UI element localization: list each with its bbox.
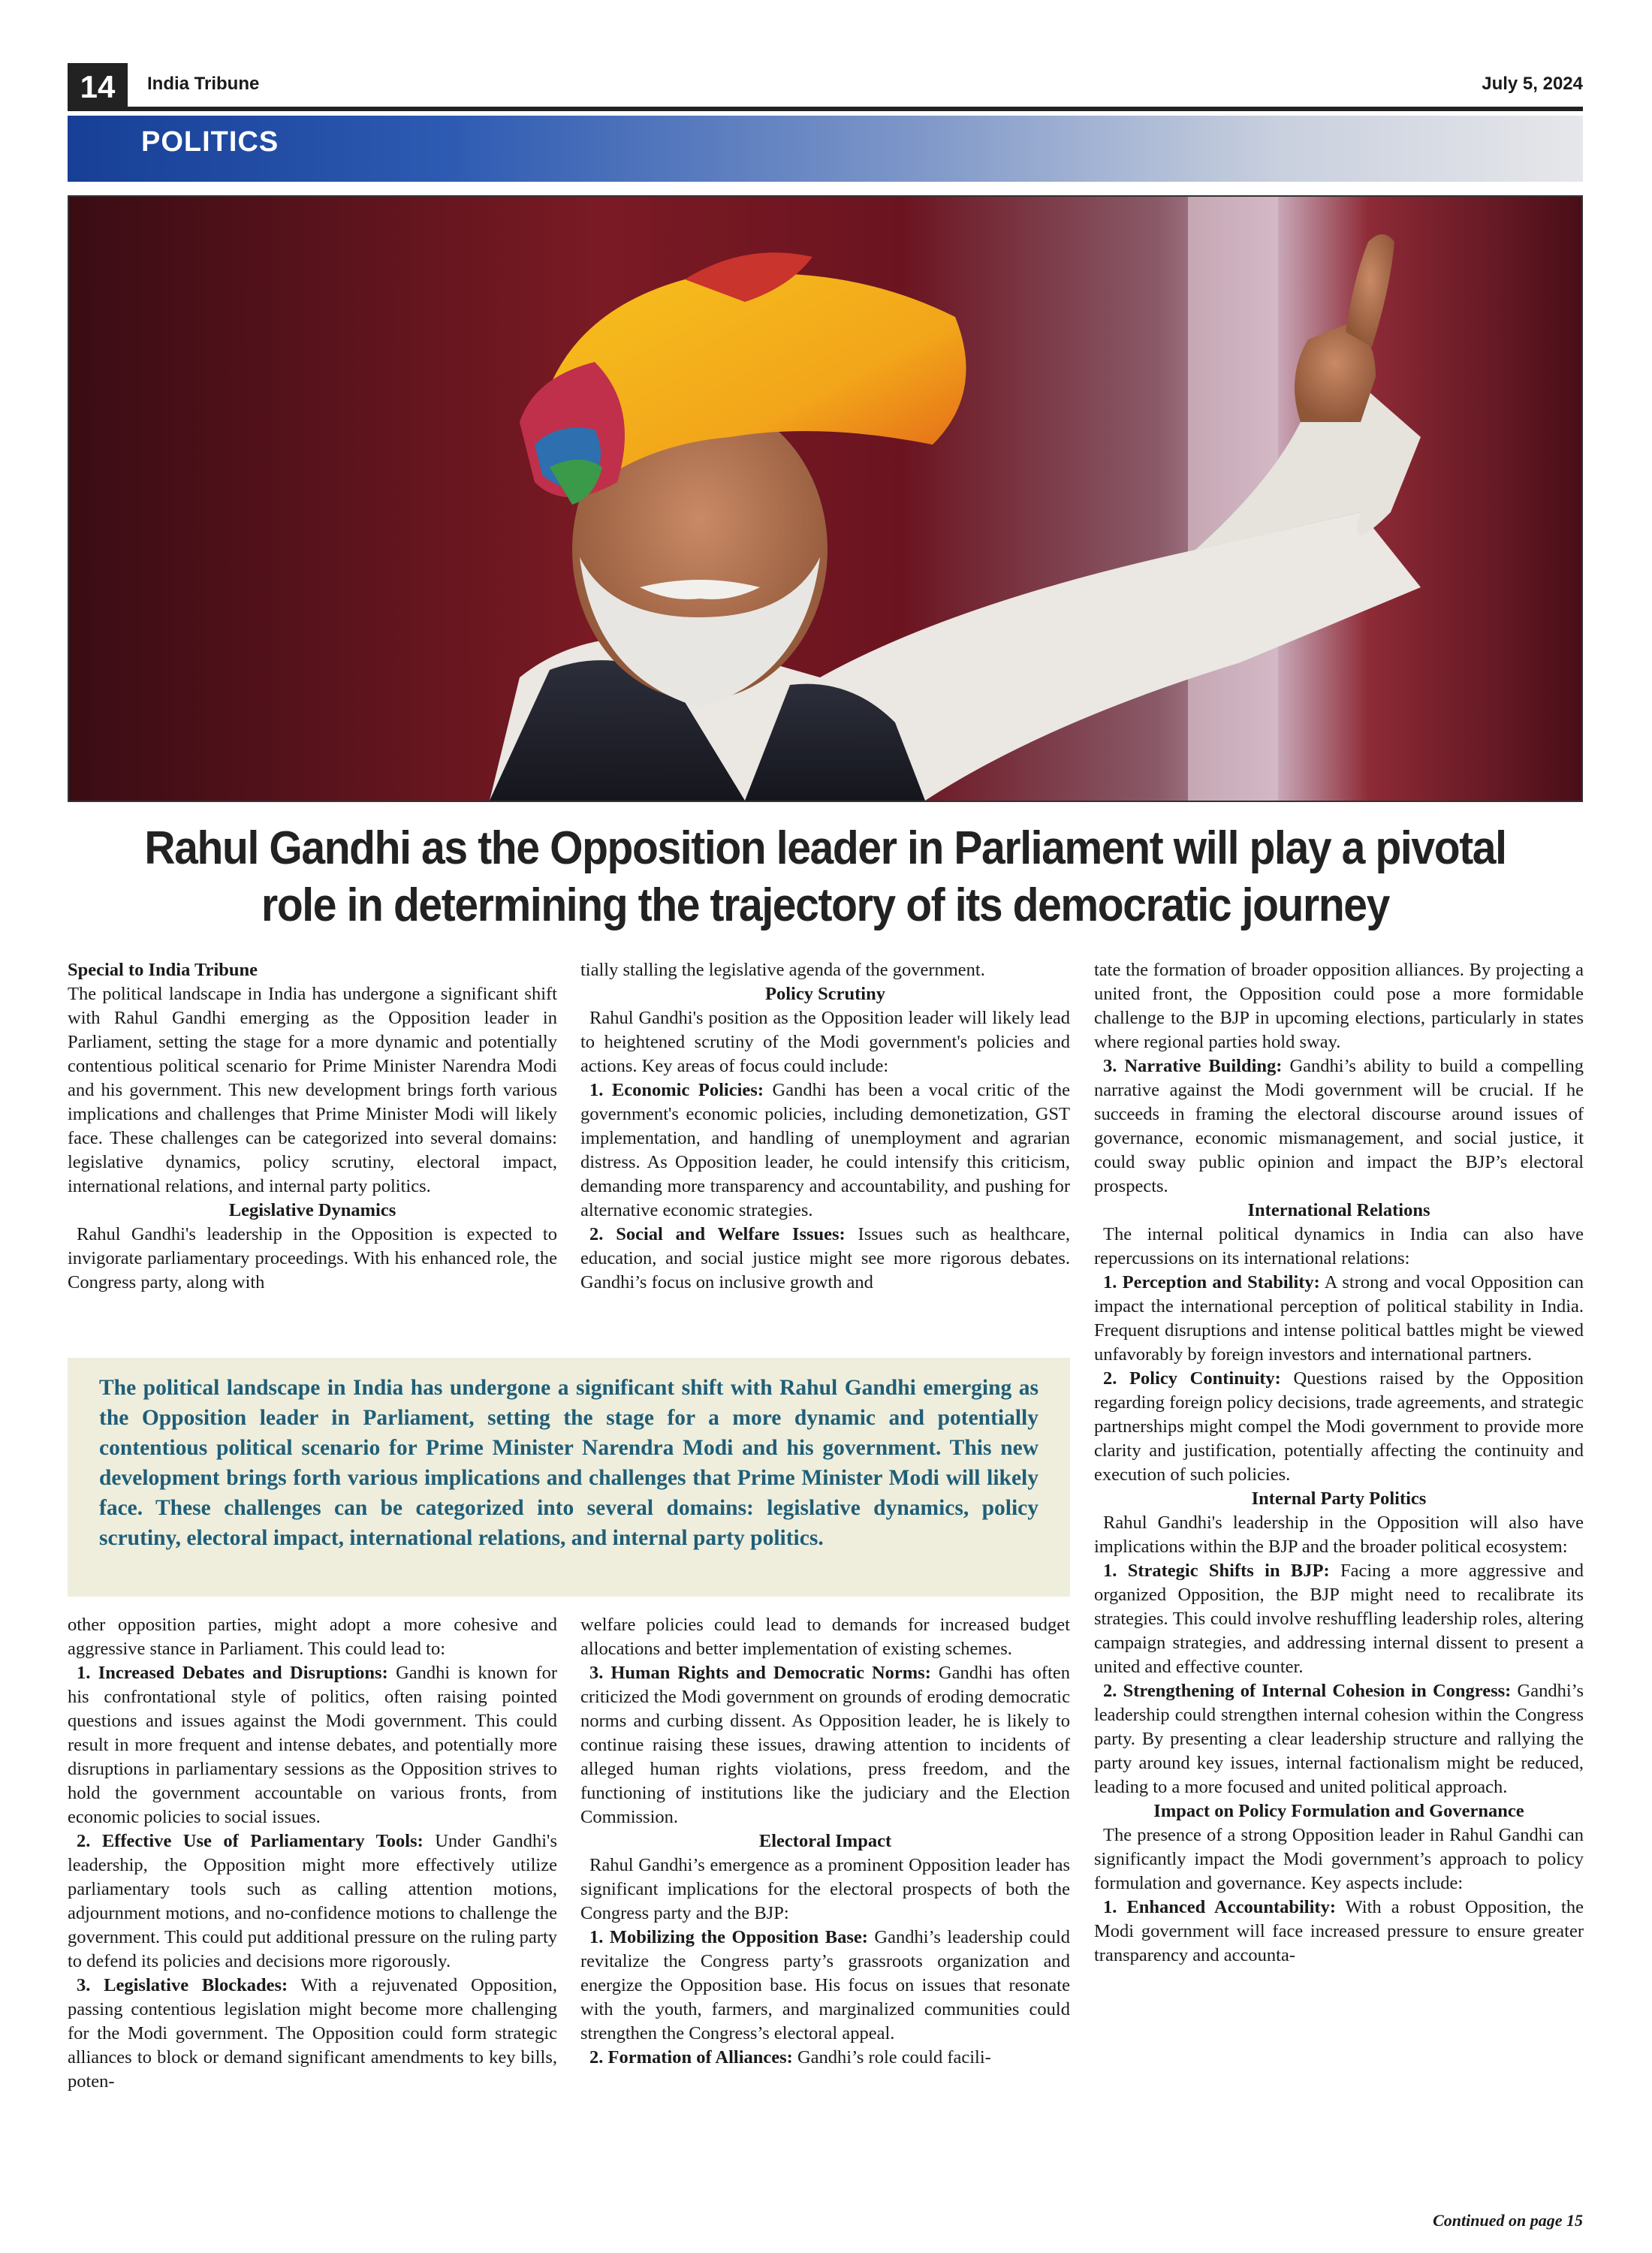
pull-quote-box xyxy=(68,1358,1070,1597)
list-item: 2. Formation of Alliances: Gandhi’s role could facili- xyxy=(589,2047,991,2068)
section-band xyxy=(68,116,1583,182)
byline: Special to India Tribune xyxy=(68,960,258,980)
paragraph: Rahul Gandhi's leadership in the Opposition is expected to invigorate parliamentary proceedings. With his enhanced role, the Congress party, along with xyxy=(68,1224,557,1292)
list-item: 2. Policy Continuity: Questions raised by the Opposition regarding foreign policy decisions, trade agreements, and strategic partnerships might compel the Modi government to provide more clarity and justification, potentially affecting the continuity and execution of such policies. xyxy=(1094,1368,1584,1485)
list-item: 1. Perception and Stability: A strong and vocal Opposition can impact the international perception of political stability in India. Frequent disruptions and intense political battles might be viewed unfavorably by foreign investors and international partners. xyxy=(1094,1272,1584,1365)
paragraph: Rahul Gandhi's position as the Opposition leader will likely lead to heightened scrutiny of the Modi government's policies and actions. Key areas of focus could include: xyxy=(580,1008,1070,1076)
list-item: 1. Mobilizing the Opposition Base: Gandhi’s leadership could revitalize the Congress party’s grassroots organization and energize the Opposition base. His focus on issues that resonate with the youth, farmers, and marginalized communities could strengthen the Congress’s electoral appeal. xyxy=(580,1927,1070,2043)
column-3 xyxy=(1094,958,1584,1968)
subhead-policy-scrutiny: Policy Scrutiny xyxy=(765,984,885,1004)
column-1-upper xyxy=(68,958,557,1295)
list-item: 1. Strategic Shifts in BJP: Facing a more aggressive and organized Opposition, the BJP might need to recalibrate its strategies. This could involve reshuffling leadership roles, altering campaign strategies, and addressing internal dissent to present a united and effective counter. xyxy=(1094,1561,1584,1677)
subhead-electoral-impact: Electoral Impact xyxy=(758,1831,892,1851)
paragraph: other opposition parties, might adopt a more cohesive and aggressive stance in Parliament. This could lead to: xyxy=(68,1615,557,1659)
paragraph: welfare policies could lead to demands for increased budget allocations and better implementation of existing schemes. xyxy=(580,1615,1070,1659)
paragraph: tially stalling the legislative agenda of the government. xyxy=(580,960,985,980)
pull-quote-text: The political landscape in India has undergone a significant shift with Rahul Gandhi emerging as the Opposition leader in Parliament, setting the stage for a more dynamic and potentially contentious political scenario for Prime Minister Narendra Modi and his government. This new development brings forth various implications and challenges that Prime Minister Modi will likely face. These challenges can be categorized into several domains: legislative dynamics, policy scrutiny, electoral impact, international relations, and internal party politics. xyxy=(99,1376,1039,1550)
section-title: POLITICS xyxy=(141,126,279,158)
column-1-lower xyxy=(68,1613,557,2094)
paragraph: Rahul Gandhi’s emergence as a prominent Opposition leader has significant implications for the electoral prospects of both the Congress party and the BJP: xyxy=(580,1855,1070,1923)
header-rule xyxy=(68,107,1583,111)
subhead-policy-formulation: Impact on Policy Formulation and Governance xyxy=(1153,1801,1524,1821)
list-item: 2. Strengthening of Internal Cohesion in Congress: Gandhi’s leadership could strengthen internal cohesion within the Congress party. By presenting a clear leadership structure and rallying the party around key issues, internal factionalism might be reduced, leading to a more focused and united political approach. xyxy=(1094,1681,1584,1797)
paragraph: Rahul Gandhi's leadership in the Opposition will also have implications within the BJP and the broader political ecosystem: xyxy=(1094,1513,1584,1557)
list-item: 2. Effective Use of Parliamentary Tools: Under Gandhi's leadership, the Opposition might more effectively utilize parliamentary tools such as calling attention motions, adjournment motions, and no-confidence motions to challenge the government. This could put additional pressure on the ruling party to defend its policies and decisions more rigorously. xyxy=(68,1831,557,1971)
column-2-upper xyxy=(580,958,1070,1295)
list-item: 1. Enhanced Accountability: With a robust Opposition, the Modi government will face increased pressure to ensure greater transparency and accounta- xyxy=(1094,1897,1584,1965)
publication-name: India Tribune xyxy=(147,74,260,94)
list-item: 3. Narrative Building: Gandhi’s ability to build a compelling narrative against the Modi government will be crucial. If he succeeds in framing the electoral discourse around issues of governance, economic mismanagement, and social justice, it could sway public opinion and impact the BJP’s electoral prospects. xyxy=(1094,1056,1584,1196)
issue-date: July 5, 2024 xyxy=(1482,74,1583,94)
subhead-international-relations: International Relations xyxy=(1247,1200,1430,1220)
list-item: 2. Social and Welfare Issues: Issues such as healthcare, education, and social justice might see more rigorous debates. Gandhi’s focus on inclusive growth and xyxy=(580,1224,1070,1292)
subhead-internal-party-politics: Internal Party Politics xyxy=(1251,1488,1427,1509)
list-item: 1. Economic Policies: Gandhi has been a vocal critic of the government's economic policies, including demonetization, GST implementation, and handling of unemployment and agrarian distress. As Opposition leader, he could intensify this criticism, demanding more transparency and accountability, and pushing for alternative economic strategies. xyxy=(580,1080,1070,1220)
subhead-legislative-dynamics: Legislative Dynamics xyxy=(228,1200,396,1220)
list-item: 3. Human Rights and Democratic Norms: Gandhi has often criticized the Modi government on grounds of eroding democratic norms and curbing dissent. As Opposition leader, he is likely to continue raising these issues, drawing attention to incidents of alleged human rights violations, press freedom, and the functioning of institutions like the judiciary and the Election Commission. xyxy=(580,1663,1071,1827)
paragraph: tate the formation of broader opposition alliances. By projecting a united front, the Opposition could pose a more formidable challenge to the BJP in upcoming elections, particularly in states where regional parties hold sway. xyxy=(1094,960,1584,1052)
intro-paragraph: The political landscape in India has undergone a significant shift with Rahul Gandhi emerging as the Opposition leader in Parliament, setting the stage for a more dynamic and potentially contentious political scenario for Prime Minister Narendra Modi and his government. This new development brings forth various implications and challenges that Prime Minister Modi will likely face. These challenges can be categorized into several domains: legislative dynamics, policy scrutiny, electoral impact, international relations, and internal party politics. xyxy=(68,984,557,1196)
paragraph: The internal political dynamics in India can also have repercussions on its international relations: xyxy=(1094,1224,1584,1268)
lead-photo xyxy=(68,195,1583,802)
headline: Rahul Gandhi as the Opposition leader in Parliament will play a pivotal role in determining the trajectory of its democratic journey xyxy=(144,822,1506,931)
page-number: 14 xyxy=(68,63,128,111)
continued-note[interactable]: Continued on page 15 xyxy=(1433,2211,1583,2230)
column-2-lower xyxy=(580,1613,1070,2070)
list-item: 1. Increased Debates and Disruptions: Gandhi is known for his confrontational style of politics, often raising pointed questions and issues against the Modi government. This could result in more frequent and intense debates, and potentially more disruptions in parliamentary sessions as the Opposition strives to hold the government accountable on various fronts, from economic policies to social issues. xyxy=(68,1663,557,1827)
paragraph: The presence of a strong Opposition leader in Rahul Gandhi can significantly impact the Modi government’s approach to policy formulation and governance. Key aspects include: xyxy=(1094,1825,1584,1893)
list-item: 3. Legislative Blockades: With a rejuvenated Opposition, passing contentious legislation might become more challenging for the Modi government. The Opposition could form strategic alliances to block or demand significant amendments to key bills, poten- xyxy=(68,1975,557,2092)
